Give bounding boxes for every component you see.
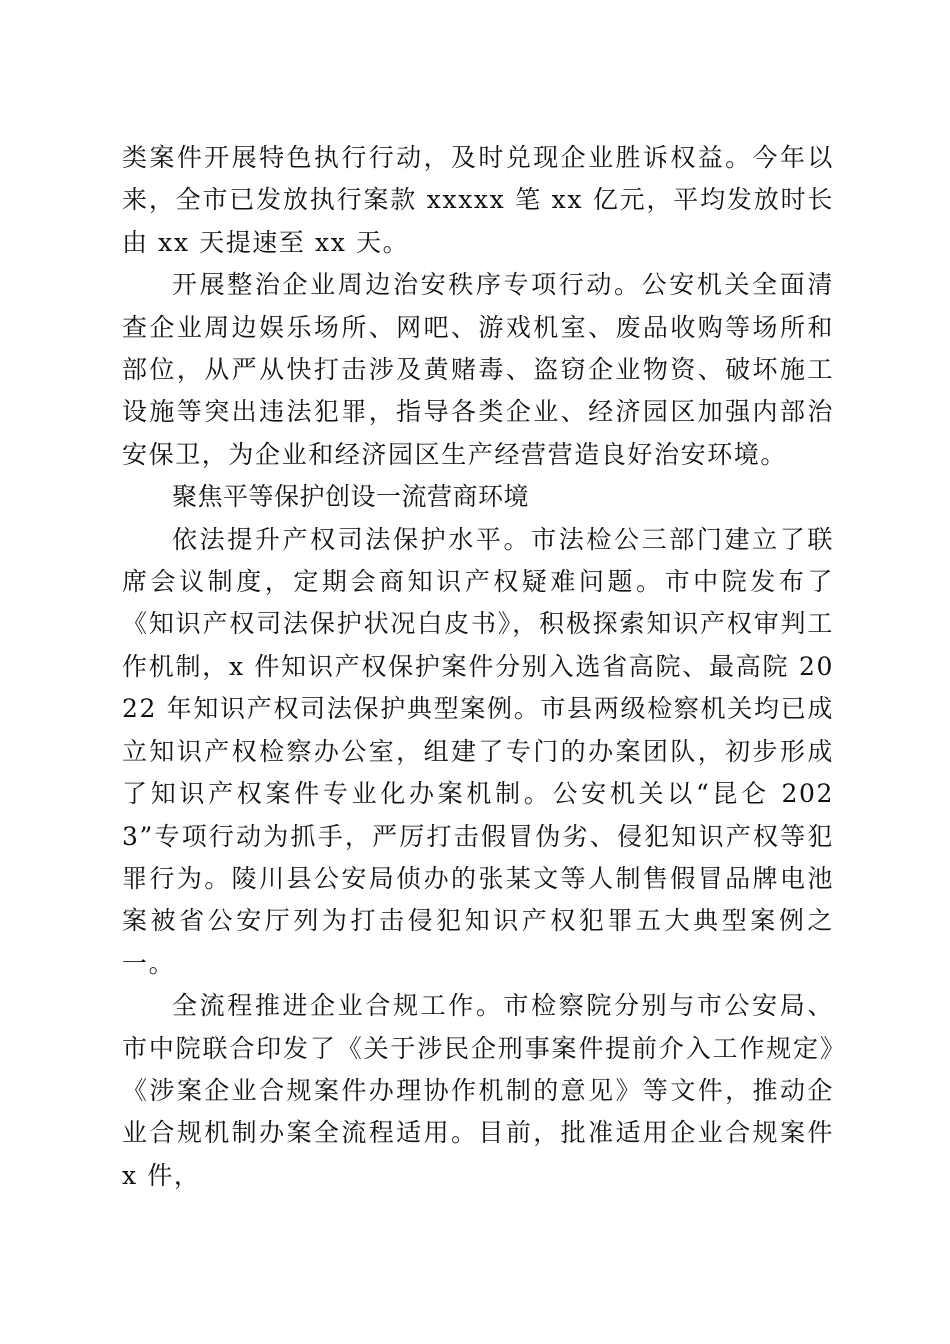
paragraph-enterprise-compliance: 全流程推进企业合规工作。市检察院分别与市公安局、市中院联合印发了《关于涉民企刑事案件提前介入工作规定》《涉案企业合规案件办理协作机制的意见》等文件，推动企业合规机制办案全流程适用。目前，批准适用企业合规案件 x 件， — [122, 991, 834, 1190]
section-heading: 聚焦平等保护创设一流营商环境 — [172, 482, 530, 512]
document-body — [122, 137, 834, 1197]
paragraph-public-security-action: 开展整治企业周边治安秩序专项行动。公安机关全面清查企业周边娱乐场所、网吧、游戏机室、废品收购等场所和部位，从严从快打击涉及黄赌毒、盗窃企业物资、破坏施工设施等突出违法犯罪，指导各类企业、经济园区加强内部治安保卫，为企业和经济园区生产经营营造良好治安环境。 — [122, 270, 834, 469]
paragraph-ip-protection: 依法提升产权司法保护水平。市法检公三部门建立了联席会议制度，定期会商知识产权疑难问题。市中院发布了《知识产权司法保护状况白皮书》，积极探索知识产权审判工作机制，x 件知识产权保护案件分别入选省高院、最高院 2022 年知识产权司法保护典型案例。市县两级检察机关均已成立知识产权检察办公室，组建了专门的办案团队，初步形成了知识产权案件专业化办案机制。公安机关以“昆仑 2023”专项行动为抓手，严厉打击假冒伪劣、侵犯知识产权等犯罪行为。陵川县公安局侦办的张某文等人制售假冒品牌电池案被省公安厅列为打击侵犯知识产权犯罪五大典型案例之一。 — [122, 524, 834, 978]
paragraph-execution-funds: 类案件开展特色执行行动，及时兑现企业胜诉权益。今年以来，全市已发放执行案款 xxxxx 笔 xx 亿元，平均发放时长由 xx 天提速至 xx 天。 — [122, 143, 834, 257]
